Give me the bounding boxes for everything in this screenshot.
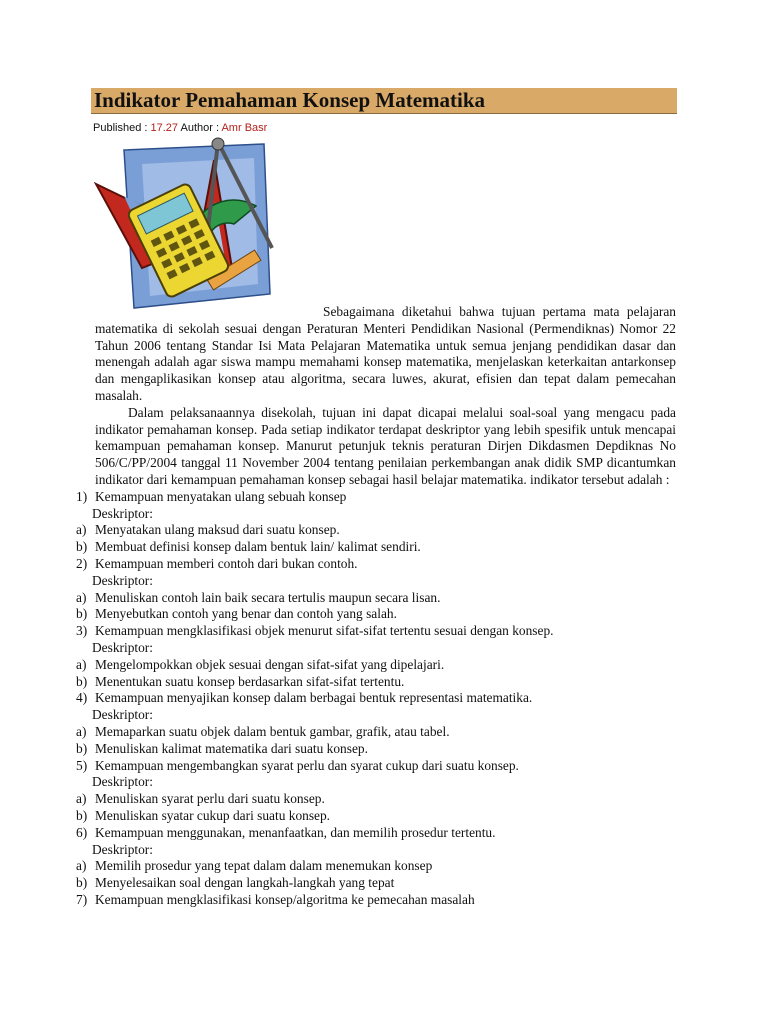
- post-meta: [93, 122, 267, 134]
- list-item: Menuliskan syatar cukup dari suatu konsep.: [95, 807, 331, 823]
- indicator-1: [76, 489, 676, 556]
- list-number: 6): [76, 824, 88, 840]
- sub-marker: a): [76, 589, 87, 605]
- descriptor-label: Deskriptor:: [92, 841, 153, 857]
- descriptor-label: Deskriptor:: [92, 707, 153, 723]
- list-item: Menuliskan contoh lain baik secara tertulis maupun secara lisan.: [95, 589, 441, 605]
- article-body: [76, 304, 676, 909]
- list-number: 1): [76, 488, 88, 504]
- sub-marker: a): [76, 656, 87, 672]
- descriptor-label: Deskriptor:: [92, 505, 153, 521]
- sub-marker: b): [76, 673, 88, 689]
- page-title: Indikator Pemahaman Konsep Matematika: [94, 88, 486, 112]
- indicator-5: [76, 758, 676, 825]
- list-item: Menuliskan kalimat matematika dari suatu konsep.: [95, 740, 368, 756]
- indicator-3: [76, 623, 676, 690]
- sub-marker: a): [76, 522, 87, 538]
- list-item: Kemampuan mengklasifikasi konsep/algoritma ke pemecahan masalah: [95, 891, 475, 907]
- published-value[interactable]: 17.27: [150, 122, 179, 134]
- descriptor-label: Deskriptor:: [92, 572, 153, 588]
- sub-marker: b): [76, 740, 88, 756]
- list-item: Kemampuan menggunakan, menanfaatkan, dan memilih prosedur tertentu.: [95, 824, 496, 840]
- list-number: 2): [76, 555, 88, 571]
- context-paragraph: Dalam pelaksanaannya disekolah, tujuan ini dapat dicapai melalui soal-soal yang mengacu pada indikator pemahaman konsep. Pada setiap indikator terdapat deskriptor yang lebih spesifik untuk mencapai kemampuan pemahaman konsep. Manurut petunjuk teknis peraturan Dirjen Dikdasmen Depdiknas No 506/C/PP/2004 tanggal 11 November 2004 tentang penilaian perkembangan anak didik SMP dicantumkan indikator dari kemampuan pemahaman konsep sebagai hasil belajar matematika. indikator tersebut adalah :: [95, 404, 676, 487]
- indicator-2: [76, 556, 676, 623]
- sub-marker: a): [76, 791, 87, 807]
- author-link[interactable]: Amr Basr: [221, 122, 268, 134]
- list-item: Mengelompokkan objek sesuai dengan sifat-sifat yang dipelajari.: [95, 656, 445, 672]
- list-number: 5): [76, 757, 88, 773]
- sub-marker: b): [76, 875, 88, 891]
- author-label: Author :: [180, 122, 220, 134]
- list-item: Membuat definisi konsep dalam bentuk lain/ kalimat sendiri.: [95, 539, 421, 555]
- list-item: Kemampuan mengklasifikasi objek menurut sifat-sifat tertentu sesuai dengan konsep.: [95, 623, 554, 639]
- list-item: Kemampuan menyatakan ulang sebuah konsep: [95, 488, 347, 504]
- list-item: Menentukan suatu konsep berdasarkan sifat-sifat tertentu.: [95, 673, 405, 689]
- list-number: 3): [76, 623, 88, 639]
- descriptor-label: Deskriptor:: [92, 774, 153, 790]
- indicator-7: [76, 892, 676, 909]
- sub-marker: b): [76, 807, 88, 823]
- intro-paragraph: Sebagaimana diketahui bahwa tujuan pertama mata pelajaran matematika di sekolah sesuai dengan Peraturan Menteri Pendidikan Nasional (Permendiknas) Nomor 22 Tahun 2006 tentang Standar Isi Mata Pelajaran Matematika untuk semua jenjang pendidikan dasar dan menengah adalah agar siswa mampu memahami konsep matematika, menjelaskan keterkaitan antarkonsep dan mengaplikasikan konsep atau algoritma, secara luwes, akurat, efisien dan tepat dalam pemecahan masalah.: [95, 304, 676, 403]
- title-bar: [91, 88, 677, 114]
- list-number: 7): [76, 891, 88, 907]
- list-item: Kemampuan mengembangkan syarat perlu dan syarat cukup dari suatu konsep.: [95, 757, 519, 773]
- published-label: Published :: [93, 122, 148, 134]
- indicator-4: [76, 690, 676, 757]
- list-item: Menyatakan ulang maksud dari suatu konsep.: [95, 522, 340, 538]
- list-item: Kemampuan menyajikan konsep dalam berbagai bentuk representasi matematika.: [95, 690, 533, 706]
- list-number: 4): [76, 690, 88, 706]
- list-item: Memilih prosedur yang tepat dalam dalam menemukan konsep: [95, 858, 433, 874]
- sub-marker: b): [76, 539, 88, 555]
- math-tools-clipart-icon: [94, 136, 274, 316]
- sub-marker: a): [76, 858, 87, 874]
- descriptor-label: Deskriptor:: [92, 639, 153, 655]
- indicator-6: [76, 825, 676, 892]
- list-item: Menyebutkan contoh yang benar dan contoh yang salah.: [95, 606, 397, 622]
- list-item: Memaparkan suatu objek dalam bentuk gambar, grafik, atau tabel.: [95, 723, 450, 739]
- list-item: Menyelesaikan soal dengan langkah-langkah yang tepat: [95, 875, 395, 891]
- list-item: Menuliskan syarat perlu dari suatu konsep.: [95, 791, 325, 807]
- list-item: Kemampuan memberi contoh dari bukan contoh.: [95, 555, 358, 571]
- sub-marker: a): [76, 723, 87, 739]
- sub-marker: b): [76, 606, 88, 622]
